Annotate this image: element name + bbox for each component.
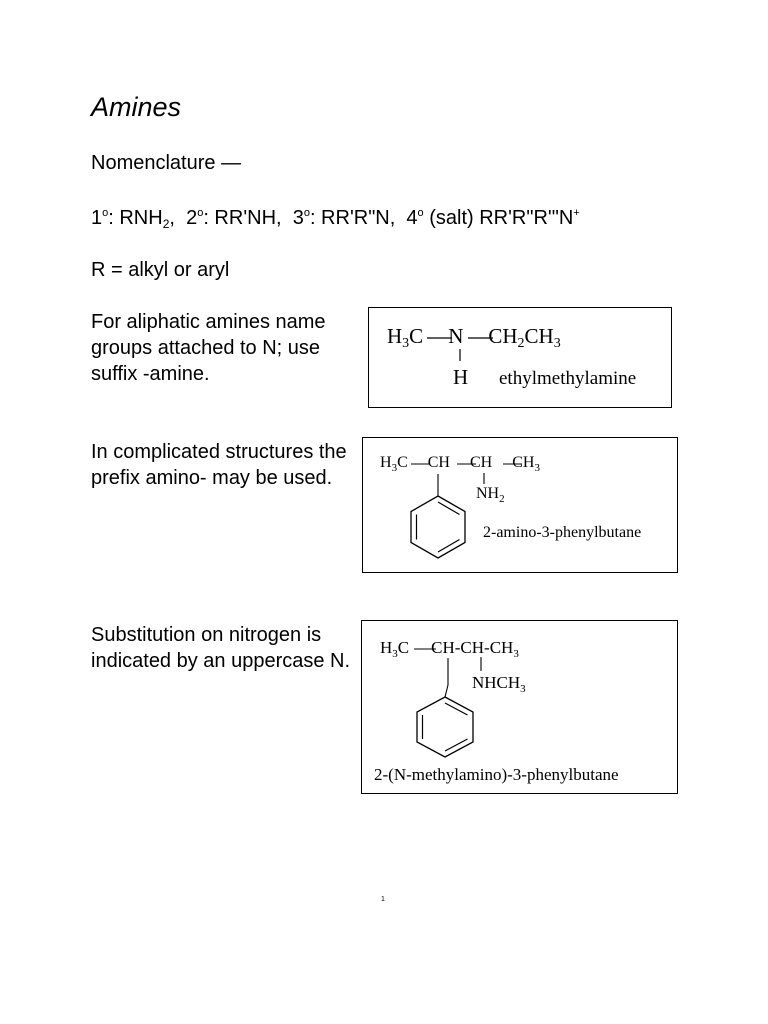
double-bond bbox=[445, 739, 468, 751]
atom-nh: NH bbox=[476, 485, 500, 502]
structure-1-bonds bbox=[369, 308, 673, 409]
benzene-ring bbox=[417, 697, 473, 757]
atom-h: H bbox=[380, 638, 393, 657]
bond-dot: - bbox=[454, 638, 461, 657]
caption-2-amino-3-phenylbutane: 2-amino-3-phenylbutane bbox=[483, 524, 642, 541]
atom-h: H bbox=[387, 324, 403, 348]
group-ch3: CH bbox=[512, 454, 535, 471]
caption-2-n-methylamino-3-phenylbutane: 2-(N-methylamino)-3-phenylbutane bbox=[374, 765, 619, 784]
group-ch: CH bbox=[427, 454, 450, 471]
structure-box-2-n-methylamino-3-phenylbutane bbox=[361, 620, 678, 794]
group-ch: CH bbox=[469, 454, 493, 471]
class-3-formula: : RR'R"N, bbox=[309, 207, 407, 229]
benzene-ring bbox=[411, 496, 465, 558]
structure-box-ethylmethylamine bbox=[368, 307, 672, 408]
nomenclature-heading: Nomenclature — bbox=[91, 152, 242, 174]
group-ch3: CH bbox=[524, 324, 554, 348]
class-4-charge: + bbox=[573, 207, 580, 219]
subscript: 2 bbox=[517, 336, 525, 351]
class-1-number: 1 bbox=[91, 207, 103, 229]
atom-c: C bbox=[397, 638, 410, 657]
section-3-text: Substitution on nitrogen is indicated by an uppercase N. bbox=[91, 624, 351, 672]
group-ch2: CH bbox=[488, 324, 518, 348]
double-bond bbox=[438, 502, 460, 515]
page-number: 1 bbox=[381, 896, 385, 903]
atom-h-on-n: H bbox=[453, 365, 469, 389]
r-definition: R = alkyl or aryl bbox=[91, 259, 230, 281]
class-2-number: 2 bbox=[186, 207, 198, 229]
class-1-degree: o bbox=[102, 207, 109, 219]
class-4-number: 4 bbox=[406, 207, 418, 229]
amine-classes-line bbox=[91, 205, 580, 234]
section-1-text: For aliphatic amines name groups attached to N; use suffix -amine. bbox=[91, 311, 326, 385]
atom-c: C bbox=[409, 324, 424, 348]
subscript: 3 bbox=[520, 683, 526, 695]
atom-h: H bbox=[380, 454, 392, 471]
subscript: 3 bbox=[402, 336, 410, 351]
structure-2-bonds bbox=[363, 438, 679, 574]
group-nhch3 bbox=[472, 673, 526, 695]
double-bond bbox=[445, 703, 468, 715]
subscript: 3 bbox=[392, 648, 398, 660]
atom-nhch: NHCH bbox=[472, 673, 521, 692]
structure-box-2-amino-3-phenylbutane bbox=[362, 437, 678, 573]
class-4-formula: (salt) RR'R"R'"N bbox=[423, 207, 574, 229]
class-1-subscript: 2 bbox=[162, 217, 170, 231]
atom-c: C bbox=[397, 454, 408, 471]
bond bbox=[445, 685, 448, 697]
group-ch: CH bbox=[431, 638, 455, 657]
group-ch: CH bbox=[460, 638, 485, 657]
group-nh2 bbox=[476, 484, 505, 505]
class-2-degree: o bbox=[197, 207, 204, 219]
class-3-number: 3 bbox=[292, 207, 304, 229]
class-3-degree: o bbox=[303, 207, 310, 219]
class-2-formula: : RR'NH, bbox=[203, 207, 293, 229]
class-1-formula: : RNH bbox=[108, 207, 163, 229]
atom-n: N bbox=[448, 324, 464, 348]
class-separator: , bbox=[169, 207, 187, 229]
subscript: 2 bbox=[499, 493, 505, 505]
class-4-degree: o bbox=[417, 207, 424, 219]
subscript: 3 bbox=[553, 336, 561, 351]
section-2-text: In complicated structures the prefix amino- may be used. bbox=[91, 441, 347, 489]
double-bond bbox=[438, 540, 460, 553]
subscript: 3 bbox=[534, 462, 540, 474]
page-title: Amines bbox=[91, 92, 182, 122]
group-ch3: CH bbox=[489, 638, 514, 657]
bond-dot: - bbox=[484, 638, 490, 657]
subscript: 3 bbox=[513, 648, 519, 660]
caption-ethylmethylamine: ethylmethylamine bbox=[499, 368, 637, 389]
subscript: 3 bbox=[391, 462, 398, 474]
